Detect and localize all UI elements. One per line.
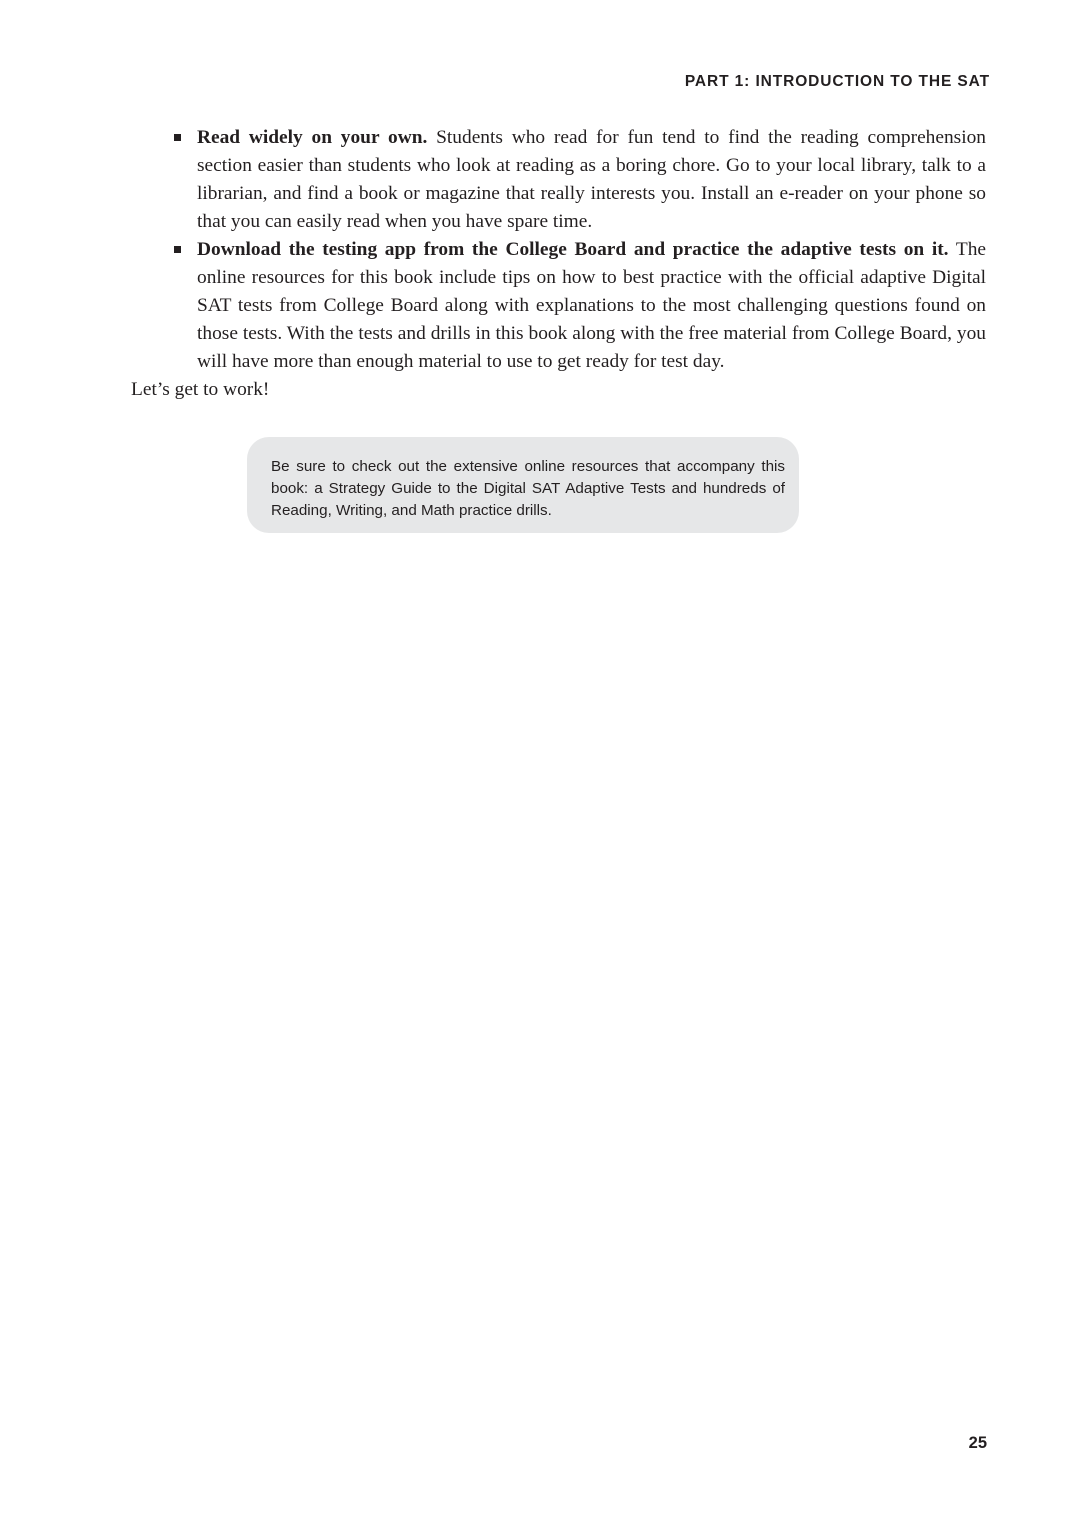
closing-line: Let’s get to work! (131, 379, 270, 400)
square-bullet-icon (174, 134, 181, 141)
callout-box (247, 437, 799, 533)
bullet-lead: Read widely on your own. (197, 127, 428, 148)
bullet-list (131, 124, 986, 376)
bullet-text: The online resources for this book include tips on how to best practice with the official adaptive Digital SAT tests from College Board along with explanations to the most challenging questions found on those tests. With the tests and drills in this book along with the free material from College Board, you will have more than enough material to use to get ready for test day. (197, 239, 987, 372)
bullet-lead: Download the testing app from the College Board and practice the adaptive tests on it. (197, 239, 949, 260)
running-head: PART 1: INTRODUCTION TO THE SAT (684, 73, 990, 90)
square-bullet-icon (174, 246, 181, 253)
bullet-item-download-app (197, 236, 986, 376)
callout-text: Be sure to check out the extensive online resources that accompany this book: a Strategy Guide to the Digital SAT Adaptive Tests and hundreds of Reading, Writing, and Math practice drills. (271, 458, 785, 519)
bullet-item-read-widely (197, 124, 986, 236)
bullet-text: Students who read for fun tend to find the reading comprehension section easier than students who look at reading as a boring chore. Go to your local library, talk to a librarian, and find a book or magazine that really interests you. Install an e-reader on your phone so that you can easily read when you have spare time. (197, 127, 986, 232)
body-text (131, 124, 986, 404)
page-number: 25 (968, 1434, 987, 1452)
